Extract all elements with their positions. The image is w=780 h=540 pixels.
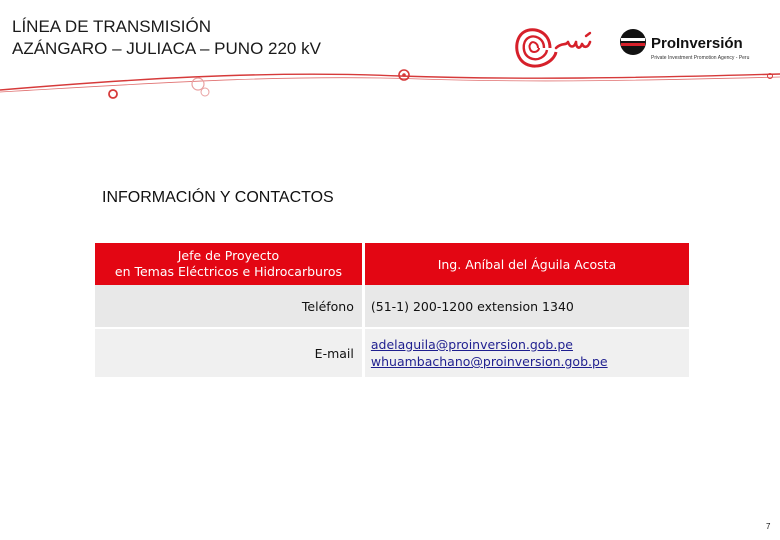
table-row	[95, 285, 689, 327]
contact-name-cell: Ing. Aníbal del Águila Acosta	[363, 243, 689, 285]
phone-label: Teléfono	[95, 285, 363, 327]
table-row	[95, 329, 689, 377]
email-link-1[interactable]: adelaguila@proinversion.gob.pe	[370, 337, 573, 352]
role-line-2: en Temas Eléctricos e Hidrocarburos	[114, 264, 342, 279]
proinversion-logo	[618, 26, 758, 66]
role-cell	[95, 243, 363, 285]
title-line-1: LÍNEA DE TRANSMISIÓN	[12, 17, 212, 36]
email-link-2[interactable]: whuambachano@proinversion.gob.pe	[370, 354, 608, 369]
section-heading: INFORMACIÓN Y CONTACTOS	[102, 189, 334, 206]
contact-table	[95, 243, 689, 377]
title-line-2: AZÁNGARO – JULIACA – PUNO 220 kV	[12, 39, 321, 58]
email-label: E-mail	[95, 329, 363, 377]
peru-brand-logo	[510, 18, 602, 74]
proinversion-name: ProInversión	[651, 35, 743, 52]
table-header-row	[95, 243, 689, 285]
page-title	[12, 16, 321, 60]
email-cell	[363, 329, 689, 377]
phone-value: (51-1) 200-1200 extension 1340	[363, 285, 689, 327]
proinversion-tagline: Private Investment Promotion Agency - Peru	[651, 55, 750, 61]
page-number: 7	[766, 522, 771, 531]
role-line-1: Jefe de Proyecto	[177, 248, 280, 263]
circle-ornament-icon	[109, 90, 117, 98]
